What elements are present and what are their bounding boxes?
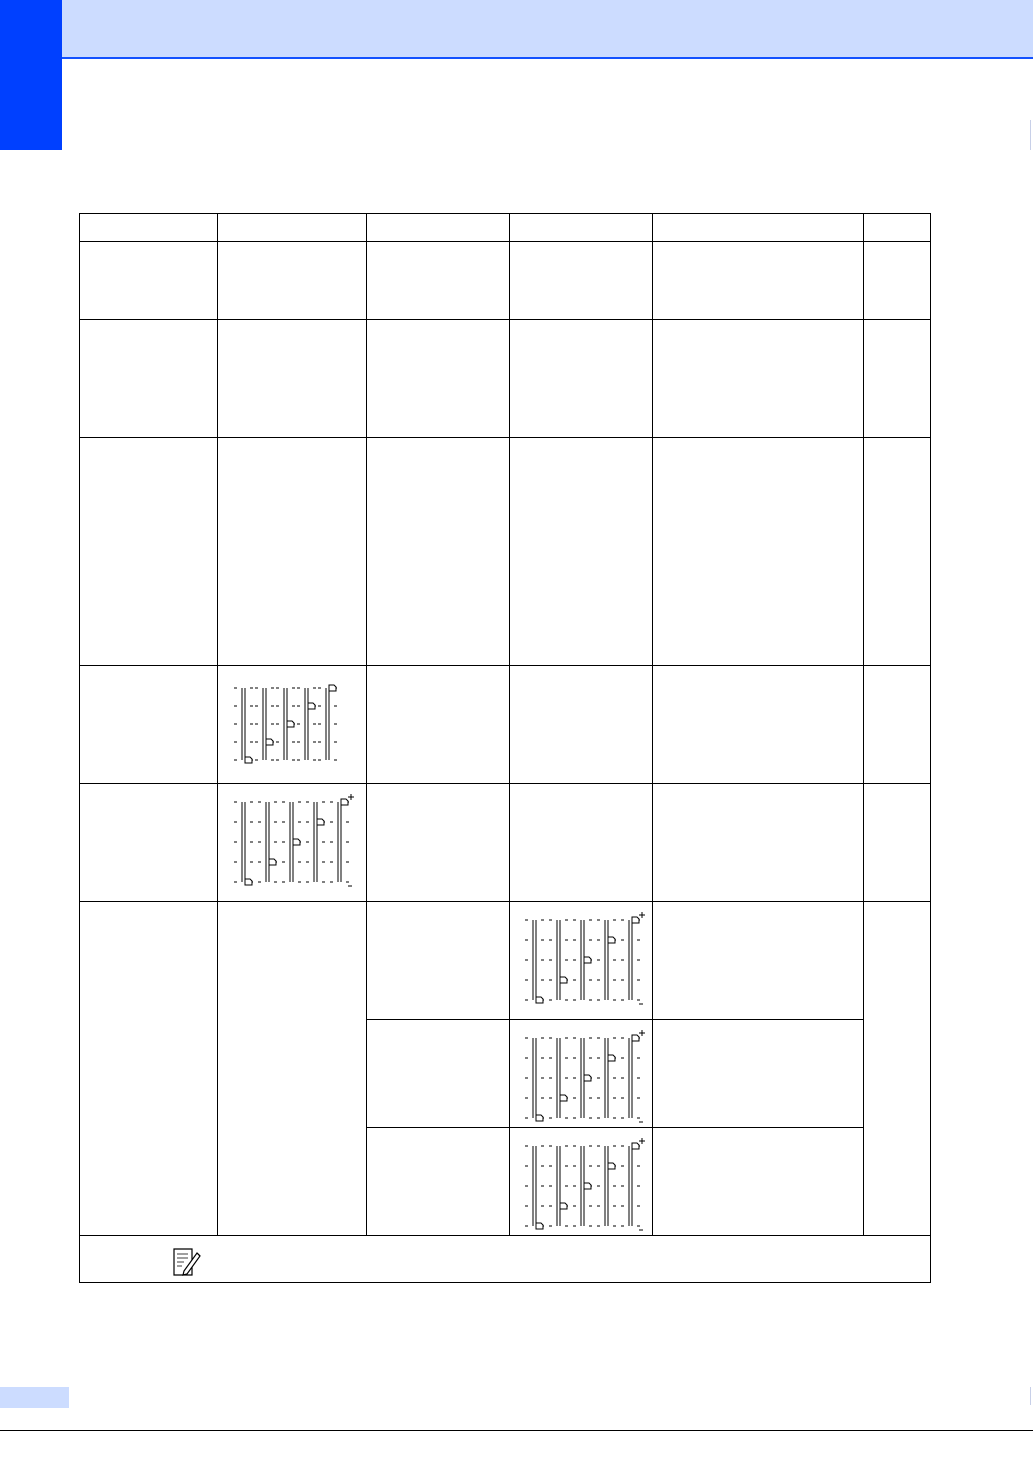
slider-track (549, 1146, 568, 1226)
slider-knob (632, 1035, 639, 1041)
plus-sign-icon (639, 1030, 645, 1036)
slider-track (318, 685, 337, 760)
slider-knob (536, 1223, 543, 1229)
slider-knob (608, 1163, 615, 1169)
slider-track (255, 688, 274, 760)
slider-track (621, 1143, 640, 1226)
slider-track (282, 802, 301, 882)
slider-track (525, 1038, 544, 1121)
edge-mark (1030, 1387, 1031, 1405)
slider-track (258, 802, 277, 882)
slider-knob (560, 977, 567, 983)
balance-slider-icon (519, 912, 649, 1008)
slider-knob (608, 937, 615, 943)
slider-knob (536, 1115, 543, 1121)
slider-track (549, 920, 568, 1000)
slider-track (276, 688, 295, 760)
slider-track (621, 917, 640, 1000)
slider-track (573, 920, 592, 1000)
slider-track (306, 802, 325, 882)
balance-slider-icon (519, 1030, 649, 1126)
slider-track (525, 920, 544, 1003)
slider-knob (317, 819, 324, 825)
slider-knob (632, 1143, 639, 1149)
slider-knob (245, 757, 252, 763)
slider-knob (584, 1183, 591, 1189)
plus-sign-icon (639, 912, 645, 918)
slider-knob (329, 685, 336, 691)
footer-rule (0, 1430, 1033, 1431)
slider-knob (287, 721, 294, 727)
slider-track (297, 688, 316, 760)
slider-knob (266, 739, 273, 745)
slider-knob (584, 957, 591, 963)
slider-knob (584, 1075, 591, 1081)
balance-slider-icon (519, 1138, 649, 1234)
slider-track (573, 1146, 592, 1226)
slider-knob (608, 1055, 615, 1061)
slider-track (597, 920, 616, 1000)
balance-slider-icon (228, 794, 358, 890)
plus-sign-icon (639, 1138, 645, 1144)
slider-knob (536, 997, 543, 1003)
balance-slider-icon (228, 682, 344, 764)
slider-track (330, 799, 349, 882)
slider-track (597, 1038, 616, 1118)
slider-track (234, 688, 253, 763)
footer-page-tab (0, 1387, 69, 1408)
slider-knob (308, 703, 315, 709)
slider-track (549, 1038, 568, 1118)
slider-knob (269, 859, 276, 865)
slider-knob (560, 1203, 567, 1209)
plus-sign-icon (348, 794, 354, 800)
slider-track (234, 802, 253, 885)
slider-track (597, 1146, 616, 1226)
note-pencil-icon (168, 1245, 204, 1279)
slider-track (573, 1038, 592, 1118)
slider-track (621, 1035, 640, 1118)
slider-knob (293, 839, 300, 845)
slider-knob (560, 1095, 567, 1101)
slider-track (525, 1146, 544, 1229)
slider-knob (341, 799, 348, 805)
slider-knob (245, 879, 252, 885)
slider-knob (632, 917, 639, 923)
